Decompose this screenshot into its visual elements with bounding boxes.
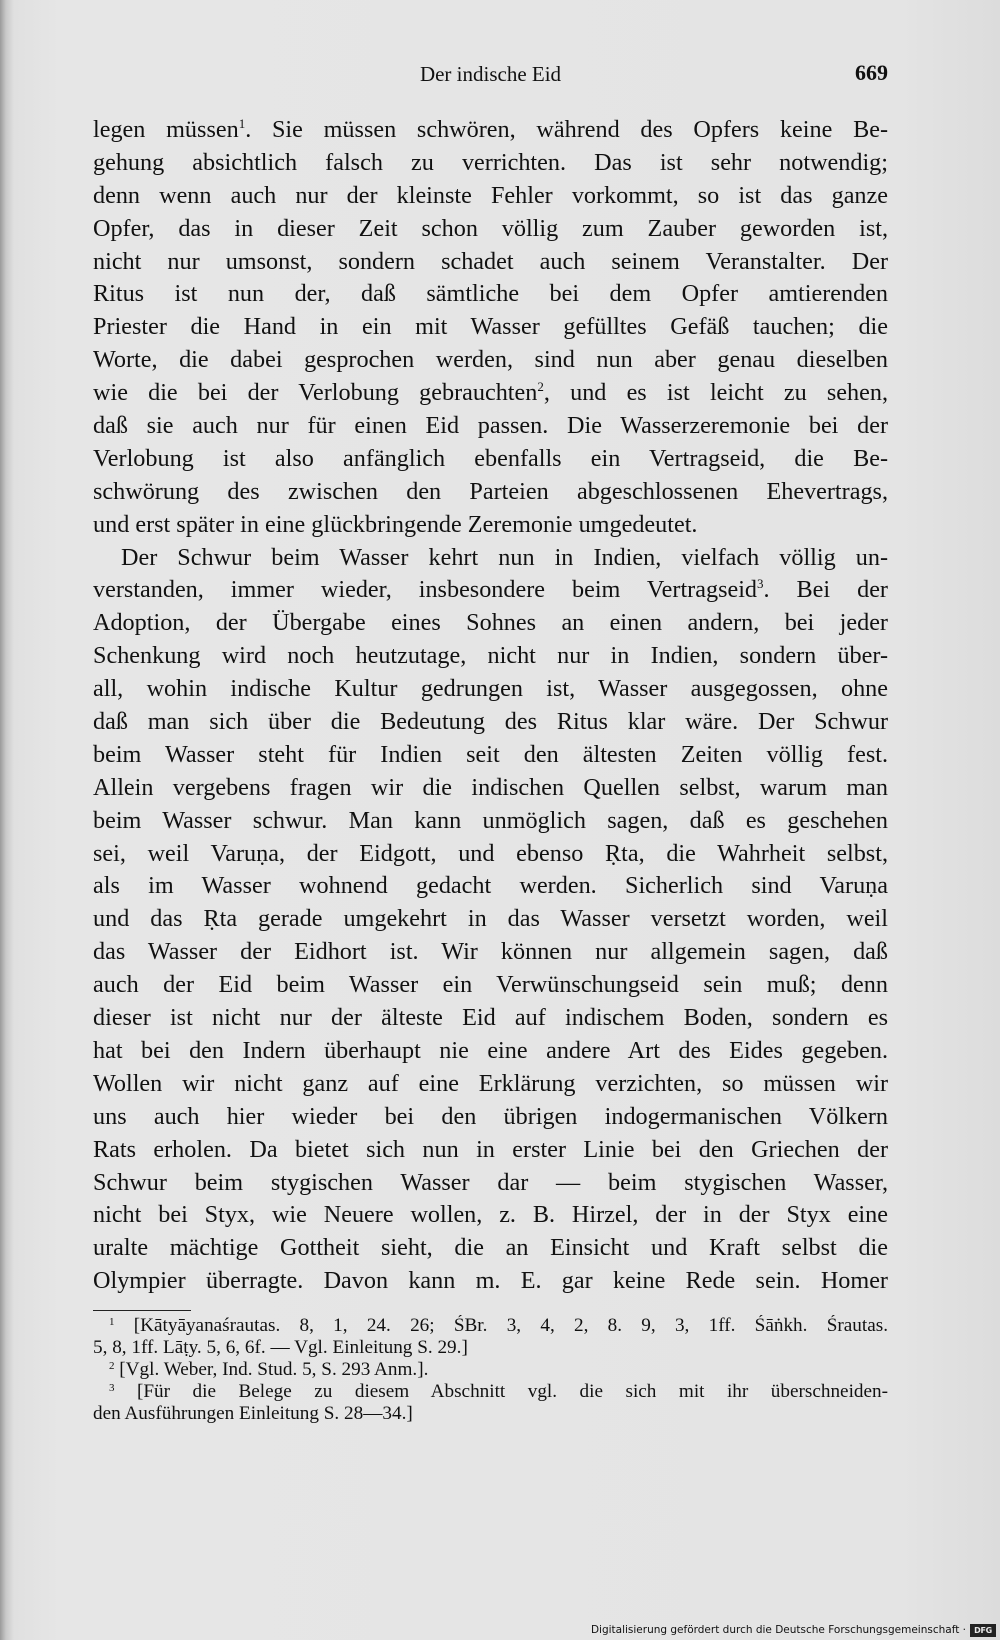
footnote-marker: 2 [109,1360,115,1372]
text-line [93,114,888,147]
line-text: daß man sich über die Bedeutung des Ritus klar wäre. Der Schwur [93,708,888,736]
line-text: Adoption, der Übergabe eines Sohnes an einen andern, bei jeder [93,609,888,637]
line-text: . Bei der [763,576,888,604]
digitization-credit: Digitalisierung gefördert durch die Deutsche Forschungsgemeinschaft · [590,1624,966,1636]
page-header [93,60,888,92]
text-line [93,903,888,936]
line-text: das Wasser der Eidhort ist. Wir können nur allgemein sagen, daß [93,938,888,966]
line-text: Rats erholen. Da bietet sich nun in erster Linie bei den Griechen der [93,1135,888,1163]
line-text: daß sie auch nur für einen Eid passen. Die Wasserzeremonie bei der [93,412,888,440]
line-text: Worte, die dabei gesprochen werden, sind nun aber genau dieselben [93,346,888,374]
text-line [93,278,888,311]
line-text: auch der Eid beim Wasser ein Verwünschungseid sein muß; denn [93,971,888,999]
footnote-reference[interactable]: 3 [757,576,764,592]
text-line [93,969,888,1002]
text-line [93,607,888,640]
line-text: beim Wasser schwur. Man kann unmöglich sagen, daß es geschehen [93,806,888,834]
text-line [93,706,888,739]
text-line [93,805,888,838]
footnote-line [93,1359,888,1381]
line-text: , und es ist leicht zu sehen, [543,379,888,407]
text-line [93,410,888,443]
footnote-reference[interactable]: 1 [238,116,246,131]
text-line [93,443,888,476]
line-text: als im Wasser wohnend gedacht werden. Sicherlich sind Varuṇa [93,872,888,900]
footnote-line [93,1315,888,1337]
footnote-text: [Kātyāyanaśrautas. 8, 1, 24. 26; ŚBr. 3, 4, 2, 8. 9, 3, 1ff. Śāṅkh. Śrautas. [114,1315,888,1336]
line-text: und das Ṛta gerade umgekehrt in das Wasser versetzt worden, weil [93,905,888,933]
text-line [93,673,888,706]
footnotes [93,1315,888,1425]
line-text: uralte mächtige Gottheit sieht, die an Einsicht und Kraft selbst die [93,1234,888,1262]
text-line [93,1265,888,1298]
text-line [93,640,888,673]
text-line [93,1002,888,1035]
line-text: legen müssen [93,116,239,143]
text-line [93,1167,888,1200]
footnote-text: 5, 8, 1ff. Lāṭy. 5, 6, 6f. — Vgl. Einleitung S. 29.] [93,1337,468,1358]
page-number: 669 [855,60,888,85]
text-line [93,509,888,542]
text-line [93,838,888,871]
line-text: Verlobung ist also anfänglich ebenfalls ein Vertragseid, die Be- [93,444,888,472]
footnote-divider [93,1310,191,1311]
text-line [93,476,888,509]
text-line [93,772,888,805]
text-line [93,1035,888,1068]
footnote-marker: 3 [109,1382,115,1394]
text-line [93,1101,888,1134]
text-line [93,1068,888,1101]
text-line [93,1232,888,1265]
line-text: dieser ist nicht nur der älteste Eid auf indischem Boden, sondern es [93,1004,888,1032]
text-line [93,574,888,607]
line-text: Der Schwur beim Wasser kehrt nun in Indien, vielfach völlig un- [121,543,888,571]
footnote-line [93,1381,888,1403]
text-line [93,1134,888,1167]
text-line [93,147,888,180]
line-text: verstanden, immer wieder, insbesondere beim Vertragseid [93,576,758,604]
line-text: beim Wasser steht für Indien seit den ältesten Zeiten völlig fest. [93,740,888,768]
line-text: Ritus ist nun der, daß sämtliche bei dem Opfer amtierenden [93,280,888,308]
line-text: Schwur beim stygischen Wasser dar — beim stygischen Wasser, [93,1168,888,1196]
line-text: hat bei den Indern überhaupt nie eine andere Art des Eides gegeben. [93,1036,888,1064]
line-text: Opfer, das in dieser Zeit schon völlig zum Zauber geworden ist, [93,214,888,242]
line-text: uns auch hier wieder bei den übrigen indogermanischen Völkern [93,1102,888,1130]
footnote-text: den Ausführungen Einleitung S. 28—34.] [93,1403,413,1424]
line-text: gehung absichtlich falsch zu verrichten. Das ist sehr notwendig; [93,148,888,176]
footnote-line [93,1337,888,1359]
text-line [93,246,888,279]
running-title: Der indische Eid [419,62,562,86]
line-text: nicht nur umsonst, sondern schadet auch seinem Veranstalter. Der [93,247,888,275]
line-text: wie die bei der Verlobung gebrauchten [93,379,538,407]
text-line [93,1199,888,1232]
line-text: nicht bei Styx, wie Neuere wollen, z. B. Hirzel, der in der Styx eine [93,1201,888,1229]
line-text: Allein vergebens fragen wir die indischen Quellen selbst, warum man [93,773,888,801]
text-line [93,344,888,377]
line-text: denn wenn auch nur der kleinste Fehler vorkommt, so ist das ganze [93,181,888,209]
footnote-marker: 1 [109,1316,115,1328]
text-line [93,311,888,344]
dfg-logo: DFG [970,1624,996,1637]
text-line [93,542,888,575]
main-text [93,114,888,1298]
line-text: und erst später in eine glückbringende Zeremonie umgedeutet. [93,510,698,538]
footnote-reference[interactable]: 2 [537,379,544,395]
line-text: Wollen wir nicht ganz auf eine Erklärung verzichten, so müssen wir [93,1069,888,1097]
line-text: schwörung des zwischen den Parteien abgeschlossenen Ehevertrags, [93,477,888,505]
footnote-text: [Für die Belege zu diesem Abschnitt vgl. die sich mit ihr überschneiden- [114,1381,888,1402]
line-text: Priester die Hand in ein mit Wasser gefülltes Gefäß tauchen; die [93,313,888,341]
line-text: all, wohin indische Kultur gedrungen ist, Wasser ausgegossen, ohne [93,675,888,703]
line-text: Olympier überragte. Davon kann m. E. gar keine Rede sein. Homer [93,1267,888,1295]
text-line [93,213,888,246]
footnote-text: [Vgl. Weber, Ind. Stud. 5, S. 293 Anm.]. [114,1359,429,1380]
text-line [93,936,888,969]
footnote-line [93,1403,888,1425]
text-line [93,180,888,213]
line-text: sei, weil Varuṇa, der Eidgott, und ebenso Ṛta, die Wahrheit selbst, [93,839,888,867]
line-text: Schenkung wird noch heutzutage, nicht nur in Indien, sondern über- [93,642,888,670]
text-line [93,739,888,772]
text-line [93,870,888,903]
line-text: . Sie müssen schwören, während des Opfers keine Be- [245,116,888,143]
text-line [93,377,888,410]
